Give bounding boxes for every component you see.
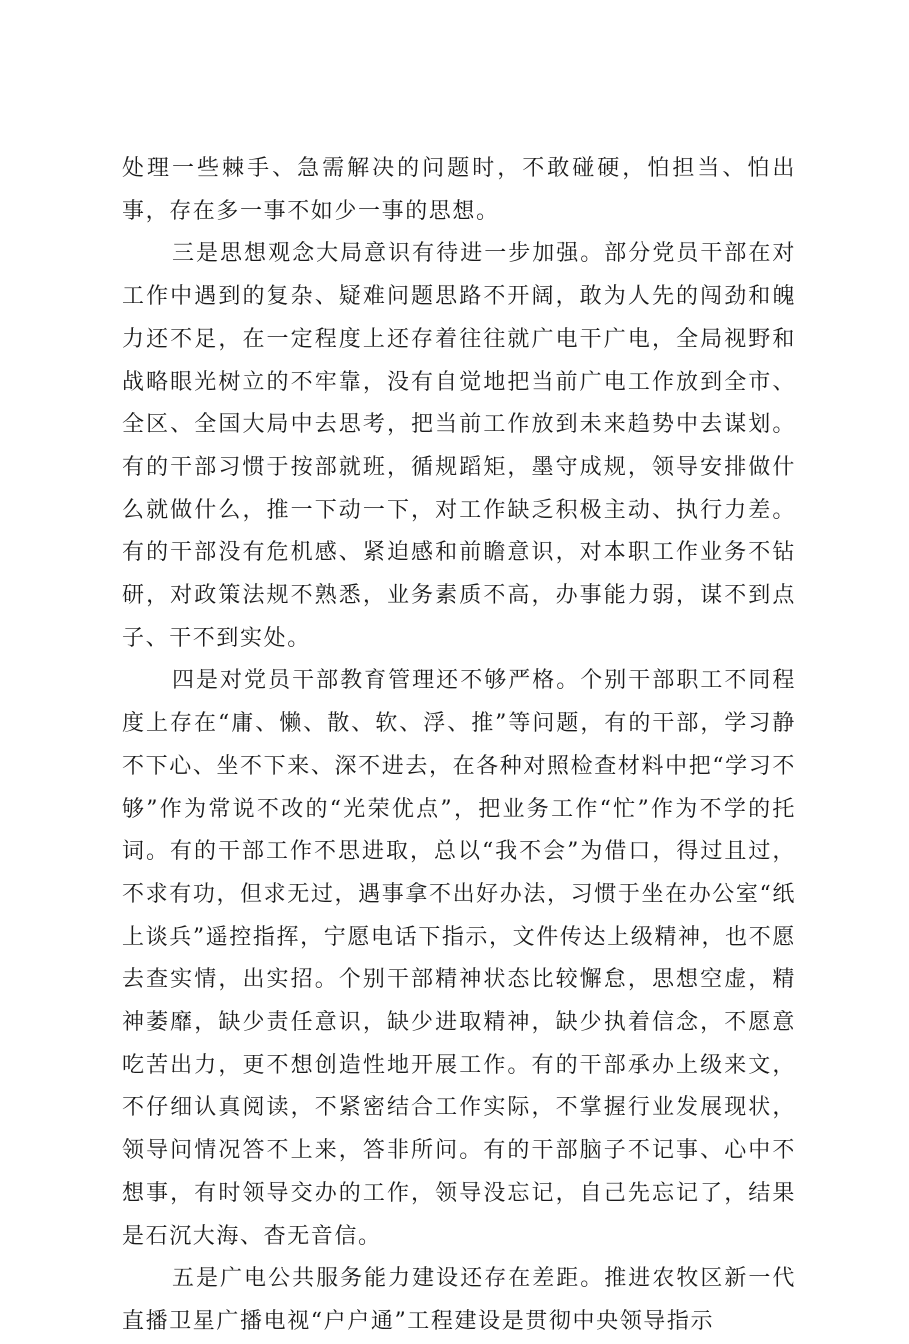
paragraph-3: 四是对党员干部教育管理还不够严格。个别干部职工不同程度上存在“庸、懒、散、软、浮、推”等问题，有的干部，学习静不下心、坐不下来、深不进去，在各种对照检查材料中把“学习不够”作为常说不改的“光荣优点”，把业务工作“忙”作为不学的托词。有的干部工作不思进取，总以“我不会”为借口，得过且过，不求有功，但求无过，遇事拿不出好办法，习惯于坐在办公室“纸上谈兵”遥控指挥，宁愿电话下指示，文件传达上级精神，也不愿去查实情，出实招。个别干部精神状态比较懈怠，思想空虚，精神萎靡，缺少责任意识，缺少进取精神，缺少执着信念，不愿意吃苦出力，更不想创造性地开展工作。有的干部承办上级来文，不仔细认真阅读，不紧密结合工作实际，不掌握行业发展现状，领导问情况答不上来，答非所问。有的干部脑子不记事、心中不想事，有时领导交办的工作，领导没忘记，自己先忘记了，结果是石沉大海、杳无音信。: [122, 668, 796, 1249]
paragraph-1: 处理一些棘手、急需解决的问题时，不敢碰硬，怕担当、怕出事，存在多一事不如少一事的思想。: [122, 156, 796, 224]
paragraph-2: 三是思想观念大局意识有待进一步加强。部分党员干部在对工作中遇到的复杂、疑难问题思路不开阔，敢为人先的闯劲和魄力还不足，在一定程度上还存着往往就广电干广电，全局视野和战略眼光树立的不牢靠，没有自觉地把当前广电工作放到全市、全区、全国大局中去思考，把当前工作放到未来趋势中去谋划。有的干部习惯于按部就班，循规蹈矩，墨守成规，领导安排做什么就做什么，推一下动一下，对工作缺乏积极主动、执行力差。有的干部没有危机感、紧迫感和前瞻意识，对本职工作业务不钻研，对政策法规不熟悉，业务素质不高，办事能力弱，谋不到点子、干不到实处。: [122, 241, 796, 651]
paragraph-4: 五是广电公共服务能力建设还存在差距。推进农牧区新一代直播卫星广播电视“户户通”工程建设是贯彻中央领导指示: [122, 1266, 796, 1334]
document-body: [122, 148, 796, 1344]
